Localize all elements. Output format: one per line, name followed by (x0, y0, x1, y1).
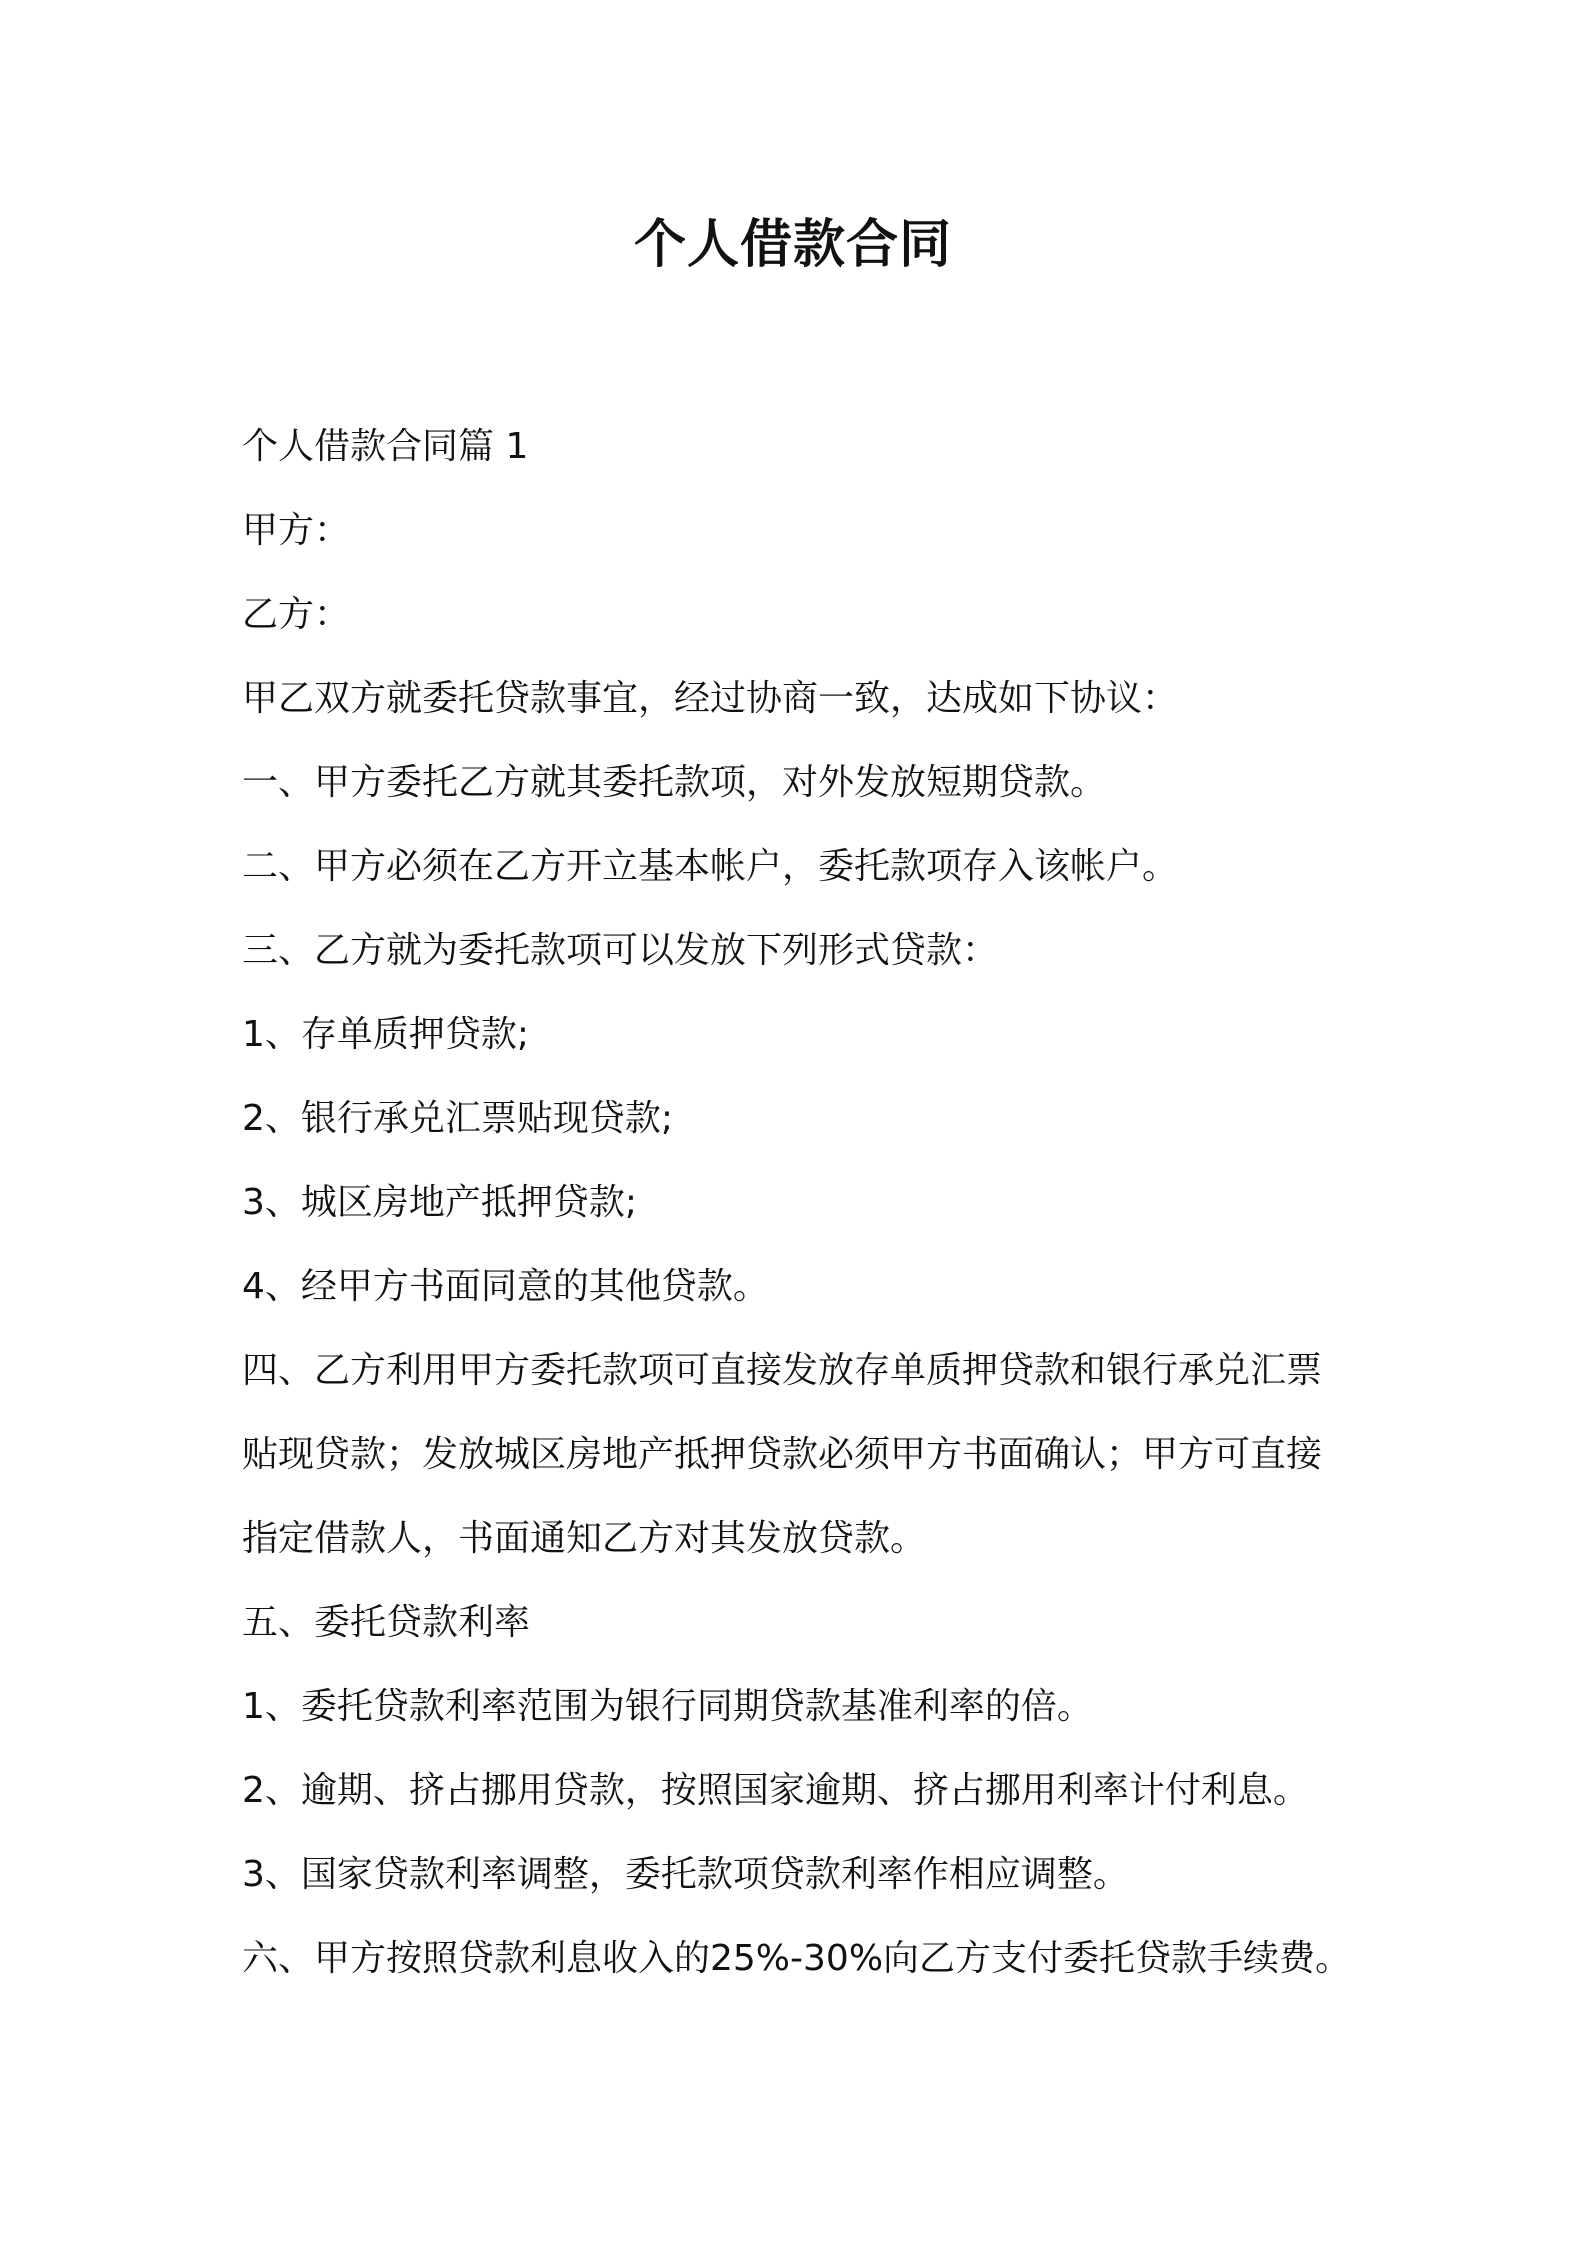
clause-4-line: 四、乙方利用甲方委托款项可直接发放存单质押贷款和银行承兑汇票 (242, 1350, 1323, 1391)
clause-3-item: 2、银行承兑汇票贴现贷款; (242, 1098, 674, 1139)
document-body (242, 405, 1362, 2001)
clause-5-item: 2、逾期、挤占挪用贷款，按照国家逾期、挤占挪用利率计付利息。 (242, 1770, 1309, 1811)
clause-3-item: 1、存单质押贷款; (242, 1014, 530, 1055)
clause-3-item: 4、经甲方书面同意的其他贷款。 (242, 1266, 769, 1307)
intro-paragraph: 甲乙双方就委托贷款事宜，经过协商一致，达成如下协议： (242, 678, 1179, 719)
clause-3: 三、乙方就为委托款项可以发放下列形式贷款： (242, 930, 999, 971)
clause-4-line: 指定借款人，书面通知乙方对其发放贷款。 (242, 1518, 927, 1559)
clause-4-line: 贴现贷款；发放城区房地产抵押贷款必须甲方书面确认；甲方可直接 (242, 1434, 1323, 1475)
section-heading: 个人借款合同篇 1 (242, 426, 529, 467)
page-title: 个人借款合同 (633, 215, 952, 275)
clause-2: 二、甲方必须在乙方开立基本帐户，委托款项存入该帐户。 (242, 846, 1179, 887)
clause-4 (242, 1329, 1362, 1581)
clause-5: 五、委托贷款利率 (242, 1602, 531, 1643)
party-a-label: 甲方： (242, 510, 351, 551)
clause-1: 一、甲方委托乙方就其委托款项，对外发放短期贷款。 (242, 762, 1107, 803)
clause-3-item: 3、城区房地产抵押贷款; (242, 1182, 638, 1223)
clause-6: 六、甲方按照贷款利息收入的25%-30%向乙方支付委托贷款手续费。 (242, 1938, 1352, 1979)
clause-5-item: 1、委托贷款利率范围为银行同期贷款基准利率的倍。 (242, 1686, 1093, 1727)
clause-5-item: 3、国家贷款利率调整，委托款项贷款利率作相应调整。 (242, 1854, 1129, 1895)
party-b-label: 乙方： (242, 594, 351, 635)
